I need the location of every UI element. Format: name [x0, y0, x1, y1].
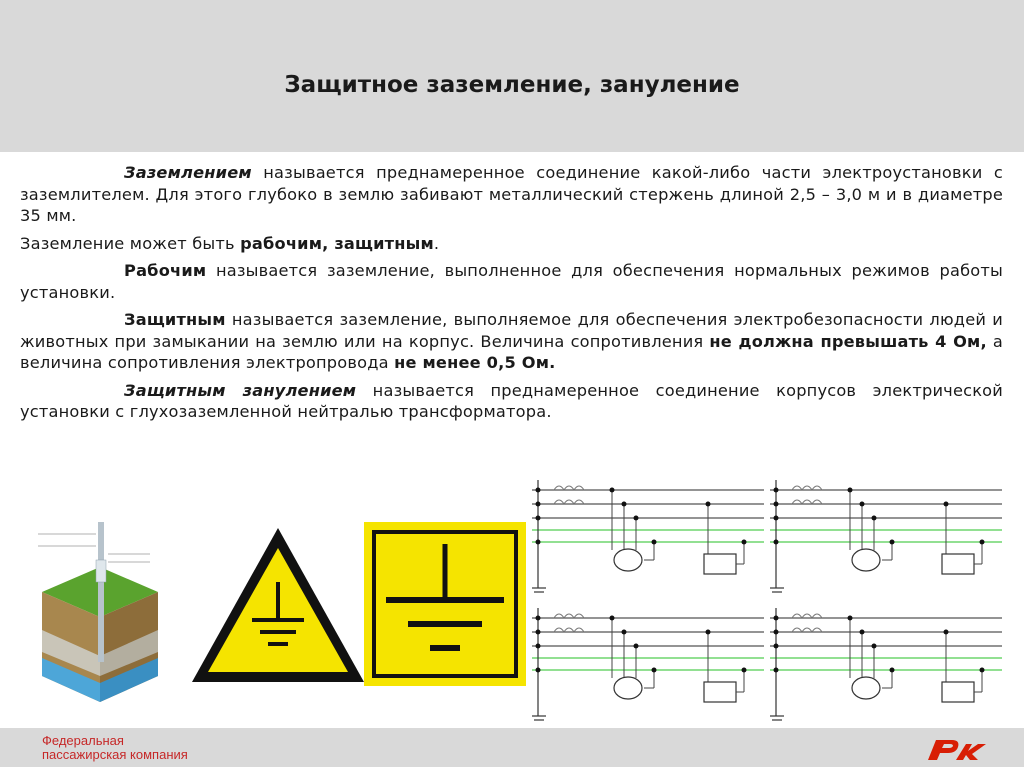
paragraph-protective — [20, 309, 1003, 374]
paragraph-text: Заземление может быть — [20, 233, 241, 253]
paragraph-text: называется преднамеренное соединение корпусов электрической установки с глухозаземленной нейтралью трансформатора. — [20, 380, 1004, 421]
circuit-diagram-1 — [532, 480, 764, 592]
company-name — [42, 734, 188, 762]
paragraph-text: называется преднамеренное соединение какой-либо части электроустановки с заземлителем. Для этого глубоко в землю забивают металлический стержень длиной 2,5 – 3,0 м и в диаметре 35 мм. — [20, 163, 1003, 225]
resistance-min: не менее 0,5 Ом. — [394, 353, 556, 372]
rzd-logo — [922, 734, 994, 768]
resistance-max: не должна превышать 4 Ом, — [709, 331, 987, 351]
ground-symbol-sign-icon — [364, 522, 526, 686]
circuit-diagram-4 — [770, 608, 1002, 720]
paragraph-text: а величина сопротивления электропровода — [20, 331, 1003, 372]
paragraph-text: называется заземление, выполняемое для обеспечения электробезопасности людей и животных при замыкании на землю или на корпус. Величина сопротивления — [20, 310, 1003, 351]
paragraph-end: . — [433, 233, 440, 253]
paragraph-text: называется заземление, выполненное для обеспечения нормальных режимов работы установки. — [20, 261, 1003, 302]
rzd-logo-icon — [922, 734, 994, 764]
company-name-line1: Федеральная — [42, 733, 124, 748]
term-grounding: Заземлением — [124, 163, 252, 182]
grounding-types-bold: рабочим, защитным — [240, 233, 434, 253]
term-protective: Защитным — [124, 310, 226, 329]
term-working: Рабочим — [124, 261, 207, 280]
circuit-diagram-2 — [770, 480, 1002, 592]
figures-area — [0, 470, 1024, 730]
circuit-diagram-3 — [532, 608, 764, 720]
ground-warning-triangle-icon — [192, 528, 364, 682]
company-name-line2: пассажирская компания — [42, 747, 188, 762]
slide-title: Защитное заземление, зануление — [284, 72, 740, 98]
soil-cross-section-illustration — [38, 522, 158, 702]
paragraph-grounding — [20, 162, 1003, 227]
paragraph-neutralization — [20, 380, 1003, 423]
figures-svg — [0, 470, 1024, 730]
paragraph-working — [20, 260, 1003, 303]
paragraph-grounding-types — [20, 233, 1003, 255]
term-neutralization: Защитным занулением — [124, 380, 357, 400]
slide-body — [20, 162, 1003, 429]
